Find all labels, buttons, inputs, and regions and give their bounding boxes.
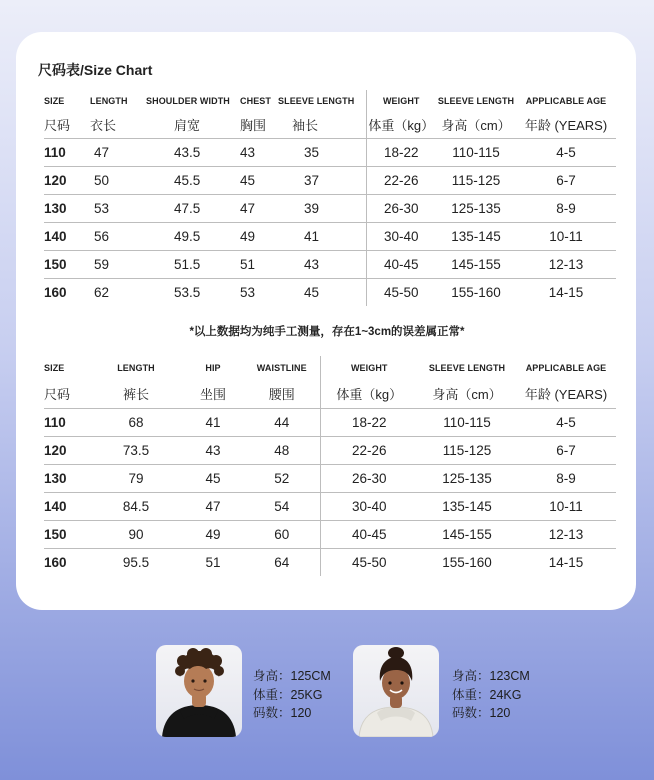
table-cell: 115-125 [436, 166, 516, 194]
table-cell: 52 [244, 464, 320, 492]
header-height: SLEEVE LENGTH [428, 363, 506, 373]
table-cell: 14-15 [548, 554, 584, 570]
header-row-cn [44, 380, 616, 408]
header-age-cn: 年龄 (YEARS) [516, 112, 616, 138]
header-age: APPLICABLE AGE [525, 96, 607, 106]
table-cell: 47 [182, 492, 244, 520]
table-cell: 40-45 [320, 520, 418, 548]
boy-portrait-image [156, 645, 242, 737]
table-row [44, 278, 616, 306]
table-cell: 8-9 [516, 194, 616, 222]
table-cell: 50 [90, 166, 146, 194]
model-weight: 体重：25KG [253, 687, 323, 702]
table-cell: 6-7 [516, 436, 616, 464]
table-row [44, 520, 616, 548]
header-chest: CHEST [240, 96, 272, 106]
table-cell: 4-5 [516, 138, 616, 166]
table-cell: 90 [90, 520, 182, 548]
table-cell: 53 [90, 194, 146, 222]
table-row [44, 408, 616, 436]
table-row [44, 138, 616, 166]
table-cell: 47 [240, 194, 278, 222]
table-cell: 18-22 [366, 138, 436, 166]
table-cell: 39 [278, 194, 366, 222]
table-row [44, 194, 616, 222]
table-cell: 95.5 [122, 554, 150, 570]
table-row [44, 166, 616, 194]
header-age-cn: 年龄 (YEARS) [516, 380, 616, 408]
table-cell: 22-26 [320, 436, 418, 464]
table-cell: 37 [278, 166, 366, 194]
table-cell: 49 [182, 520, 244, 548]
chart-title: 尺码表/Size Chart [38, 62, 153, 78]
table-cell: 12-13 [516, 250, 616, 278]
size-cell: 110 [44, 408, 90, 436]
table-cell: 54 [244, 492, 320, 520]
table-cell: 49.5 [146, 222, 240, 250]
table-cell: 14-15 [548, 284, 584, 300]
header-waistline: WAISTLINE [256, 363, 307, 373]
table-cell: 8-9 [516, 464, 616, 492]
model-info-girl [452, 667, 530, 723]
table-cell: 22-26 [366, 166, 436, 194]
model-height: 身高：123CM [452, 669, 530, 683]
table-cell: 18-22 [320, 408, 418, 436]
size-cell: 130 [44, 464, 90, 492]
table-cell: 43 [240, 138, 278, 166]
size-cell: 120 [44, 436, 90, 464]
table-cell: 64 [274, 554, 290, 570]
table-cell: 30-40 [320, 492, 418, 520]
table-cell: 56 [90, 222, 146, 250]
table-cell: 12-13 [516, 520, 616, 548]
hair-bun [388, 647, 404, 659]
header-weight-cn: 体重（kg） [320, 380, 418, 408]
header-size-cn: 尺码 [44, 112, 90, 138]
header-age: APPLICABLE AGE [525, 363, 607, 373]
table-cell: 4-5 [516, 408, 616, 436]
size-cell: 130 [44, 194, 90, 222]
table-cell: 145-155 [436, 250, 516, 278]
table-cell: 135-145 [436, 222, 516, 250]
table-cell: 59 [90, 250, 146, 278]
size-cell: 140 [44, 222, 90, 250]
table-cell: 53 [240, 284, 256, 300]
table-cell: 45-50 [366, 278, 436, 306]
size-cell: 160 [44, 554, 67, 570]
size-cell: 110 [44, 138, 90, 166]
face [184, 664, 214, 698]
table-cell: 45 [304, 284, 320, 300]
table-row [44, 492, 616, 520]
table-row [44, 548, 616, 576]
model-info-boy [253, 667, 331, 723]
table-cell: 45 [182, 464, 244, 492]
model-height: 身高：125CM [253, 669, 331, 683]
header-shoulder-width-cn: 肩宽 [146, 112, 240, 138]
table-cell: 155-160 [442, 554, 492, 570]
table-cell: 115-125 [418, 436, 516, 464]
table-cell: 135-145 [418, 492, 516, 520]
table-row [44, 464, 616, 492]
girl-portrait-image [353, 645, 439, 737]
table-cell: 6-7 [516, 166, 616, 194]
table-cell: 62 [94, 284, 110, 300]
header-row-en [44, 90, 616, 112]
table-cell: 45.5 [146, 166, 240, 194]
header-length-cn: 衣长 [90, 112, 146, 138]
table-row [44, 250, 616, 278]
header-sleeve-length: SLEEVE LENGTH [278, 96, 355, 106]
model-photo-boy [156, 645, 242, 737]
table-cell: 73.5 [90, 436, 182, 464]
table-row [44, 436, 616, 464]
top-size-table [44, 90, 616, 306]
table-cell: 45 [240, 166, 278, 194]
header-row-cn [44, 112, 616, 138]
size-cell: 150 [44, 250, 90, 278]
table-cell: 30-40 [366, 222, 436, 250]
table-cell: 51.5 [146, 250, 240, 278]
table-cell: 43 [182, 436, 244, 464]
table-cell: 43 [278, 250, 366, 278]
measurement-note: *以上数据均为纯手工测量，存在1~3cm的误差属正常* [189, 326, 465, 338]
table-row [44, 222, 616, 250]
table-cell: 60 [244, 520, 320, 548]
table-cell: 49 [240, 222, 278, 250]
header-waistline-cn: 腰围 [244, 380, 320, 408]
header-height-cn: 身高（cm） [418, 380, 516, 408]
header-row-en [44, 356, 616, 380]
table-cell: 45-50 [320, 548, 418, 576]
header-size-cn: 尺码 [44, 380, 90, 408]
header-hip: HIP [205, 363, 221, 373]
table-cell: 41 [278, 222, 366, 250]
header-height-cn: 身高（cm） [436, 112, 516, 138]
table-cell: 125-135 [436, 194, 516, 222]
table-cell: 47.5 [146, 194, 240, 222]
table-cell: 43.5 [146, 138, 240, 166]
size-cell: 120 [44, 166, 90, 194]
model-photo-girl [353, 645, 439, 737]
model-size: 码数：120 [452, 706, 511, 720]
table-cell: 145-155 [418, 520, 516, 548]
table-cell: 26-30 [366, 194, 436, 222]
model-size: 码数：120 [253, 706, 312, 720]
table-cell: 47 [90, 138, 146, 166]
table-cell: 26-30 [320, 464, 418, 492]
table-cell: 110-115 [436, 138, 516, 166]
table-cell: 48 [244, 436, 320, 464]
header-length-cn: 裤长 [90, 380, 182, 408]
size-cell: 160 [44, 284, 67, 300]
table-cell: 51 [205, 554, 221, 570]
table-cell: 53.5 [174, 284, 201, 300]
table-cell: 110-115 [418, 408, 516, 436]
table-cell: 10-11 [516, 492, 616, 520]
table-cell: 10-11 [516, 222, 616, 250]
table-cell: 79 [90, 464, 182, 492]
size-cell: 140 [44, 492, 90, 520]
bottom-size-table [44, 356, 616, 576]
table-cell: 40-45 [366, 250, 436, 278]
header-weight-cn: 体重（kg） [366, 112, 436, 138]
table-cell: 35 [278, 138, 366, 166]
header-length: LENGTH [90, 96, 128, 106]
header-shoulder-width: SHOULDER WIDTH [146, 96, 230, 106]
table-cell: 84.5 [90, 492, 182, 520]
table-cell: 41 [182, 408, 244, 436]
header-height: SLEEVE LENGTH [437, 96, 515, 106]
table-cell: 51 [240, 250, 278, 278]
model-weight: 体重：24KG [452, 687, 522, 702]
header-size: SIZE [44, 96, 65, 106]
header-weight: WEIGHT [366, 90, 436, 112]
header-length: LENGTH [117, 363, 155, 373]
header-hip-cn: 坐围 [182, 380, 244, 408]
table-cell: 44 [244, 408, 320, 436]
header-size: SIZE [44, 363, 65, 373]
header-sleeve-length-cn: 袖长 [278, 112, 366, 138]
header-weight: WEIGHT [320, 356, 418, 380]
header-chest-cn: 胸围 [240, 112, 278, 138]
table-cell: 68 [90, 408, 182, 436]
size-cell: 150 [44, 520, 90, 548]
table-cell: 125-135 [418, 464, 516, 492]
table-cell: 155-160 [451, 284, 501, 300]
